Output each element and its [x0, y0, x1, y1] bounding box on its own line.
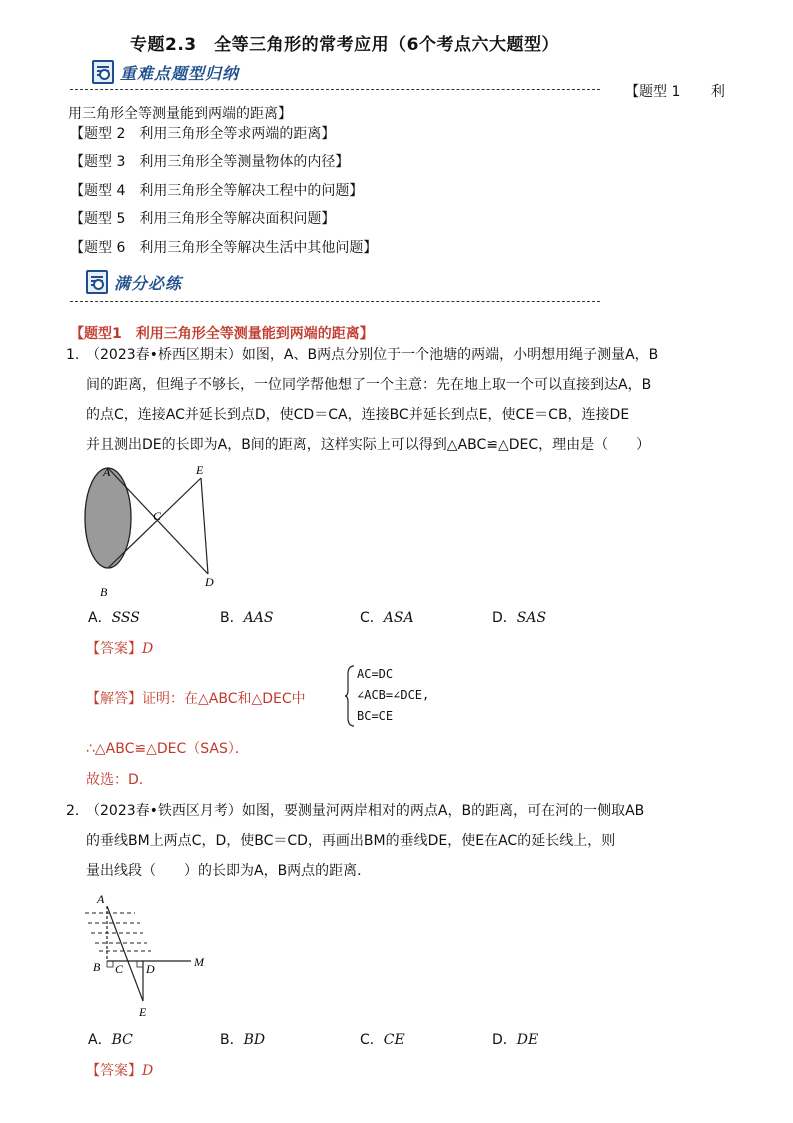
option-value: CE — [383, 1032, 405, 1048]
option-letter: D． — [492, 610, 517, 626]
option-letter: B． — [220, 1032, 244, 1048]
question-line: （2023春•桥西区期末）如图，A、B两点分别位于一个池塘的两端，小明想用绳子测量A，B — [86, 347, 659, 363]
toc-tag: 【题型 1 — [625, 84, 681, 100]
equation-system — [357, 664, 429, 727]
question-line: 的垂线BM上两点C，D，使BC＝CD，再画出BM的垂线DE，使E在AC的延长线上，则 — [86, 833, 616, 849]
toc-tag: 【题型 4 — [70, 183, 126, 199]
toc-text: 利用三角形全等解决工程中的问题】 — [139, 183, 364, 199]
page-title: 专题2.3 全等三角形的常考应用（6个考点六大题型） — [130, 35, 559, 55]
toc-item-5[interactable] — [70, 208, 335, 228]
option-a[interactable] — [88, 1029, 133, 1049]
question-line: 并且测出DE的长即为A，B间的距离，这样实际上可以得到△ABC≌△DEC，理由是（ ） — [86, 437, 651, 453]
document-icon — [86, 270, 108, 294]
toc-tag: 【题型 5 — [70, 211, 126, 227]
option-letter: A． — [88, 610, 112, 626]
equation-line: BC=CE — [357, 709, 394, 723]
question-line: 量出线段（ ）的长即为A，B两点的距离． — [86, 863, 372, 879]
right-angle-b — [107, 961, 113, 967]
answer-value: D — [142, 641, 154, 657]
question-2-text — [86, 796, 766, 886]
option-letter: B． — [220, 610, 244, 626]
toc-item-1-cont[interactable]: 用三角形全等测量能到两端的距离】 — [68, 106, 292, 122]
label-d: D — [146, 962, 155, 976]
option-letter: C． — [360, 1032, 384, 1048]
toc-item-4[interactable] — [70, 180, 363, 200]
answer-tag: 【答案】 — [86, 641, 142, 657]
right-angle-d — [137, 961, 143, 967]
toc-tag: 【题型 3 — [70, 154, 126, 170]
document-icon — [92, 60, 114, 84]
section-header-practice — [86, 270, 182, 294]
option-letter: D． — [492, 1032, 517, 1048]
question-number: 1. — [66, 347, 80, 363]
option-value: BC — [111, 1032, 133, 1048]
toc-text: 利用三角形全等测量物体的内径】 — [139, 154, 350, 170]
option-value: AAS — [243, 610, 274, 626]
option-value: DE — [516, 1032, 539, 1048]
label-e: E — [139, 1005, 147, 1019]
question-line: 间的距离，但绳子不够长，一位同学帮他想了一个主意：先在地上取一个可以直接到达A，B — [86, 377, 652, 393]
toc-tag: 【题型 6 — [70, 240, 126, 256]
option-a[interactable] — [88, 607, 140, 627]
option-d[interactable] — [492, 607, 546, 627]
section-divider — [70, 301, 600, 302]
equation-line: AC=DC — [357, 667, 394, 681]
toc-item-6[interactable] — [70, 237, 377, 257]
toc-text: 利用三角形全等求两端的距离】 — [139, 126, 336, 142]
equation-line: ∠ACB=∠DCE, — [357, 688, 430, 702]
option-letter: C． — [360, 610, 384, 626]
question-line: 的点C，连接AC并延长到点D，使CD＝CA，连接BC并延长到点E，使CE＝CB，连接DE — [86, 407, 630, 423]
answer — [86, 1060, 153, 1080]
conclusion: ∴△ABC≌△DEC（SAS）． — [86, 741, 249, 757]
solution-text: 证明：在△ABC和△DEC中 — [142, 691, 306, 707]
toc-text: 利用三角形全等解决生活中其他问题】 — [139, 240, 378, 256]
answer-tag: 【答案】 — [86, 1063, 142, 1079]
option-letter: A． — [88, 1032, 112, 1048]
label-m: M — [194, 955, 204, 969]
question-1-text — [86, 340, 766, 460]
option-b[interactable] — [220, 607, 273, 627]
river-figure — [85, 890, 225, 1022]
answer-value: D — [142, 1063, 154, 1079]
segment-de — [201, 478, 208, 574]
pond-figure — [78, 462, 228, 602]
label-b: B — [93, 960, 101, 974]
toc-text: 利 — [710, 84, 725, 100]
label-c: C — [115, 962, 124, 976]
answer — [86, 638, 153, 658]
solution-tag: 【解答】 — [86, 691, 142, 707]
section-label: 重难点题型归纳 — [120, 63, 240, 83]
option-c[interactable] — [360, 607, 414, 627]
section-header-summary — [92, 60, 239, 84]
label-c: C — [153, 509, 162, 523]
final-choice: 故选：D. — [86, 772, 144, 788]
section-divider — [70, 89, 600, 90]
label-b: B — [100, 585, 108, 599]
option-value: ASA — [383, 610, 414, 626]
option-value: SSS — [111, 610, 140, 626]
label-d: D — [205, 575, 214, 589]
toc-tag: 【题型 2 — [70, 126, 126, 142]
toc-item-3[interactable] — [70, 151, 349, 171]
toc-text: 利用三角形全等解决面积问题】 — [139, 211, 336, 227]
solution — [86, 688, 306, 708]
label-e: E — [196, 463, 204, 477]
type-heading: 【题型1 利用三角形全等测量能到两端的距离】 — [70, 326, 374, 342]
toc-item-2[interactable] — [70, 123, 335, 143]
section-label: 满分必练 — [114, 273, 183, 293]
brace-icon — [344, 664, 356, 728]
option-d[interactable] — [492, 1029, 538, 1049]
question-line: （2023春•铁西区月考）如图，要测量河两岸相对的两点A，B的距离，可在河的一侧取AB — [86, 803, 645, 819]
option-value: SAS — [516, 610, 547, 626]
option-value: BD — [243, 1032, 266, 1048]
option-c[interactable] — [360, 1029, 405, 1049]
segment-ae — [107, 906, 143, 1001]
label-a: A — [103, 465, 111, 479]
question-number: 2. — [66, 803, 80, 819]
label-a: A — [97, 892, 105, 906]
toc-item-1-tag[interactable] — [625, 81, 725, 101]
option-b[interactable] — [220, 1029, 265, 1049]
